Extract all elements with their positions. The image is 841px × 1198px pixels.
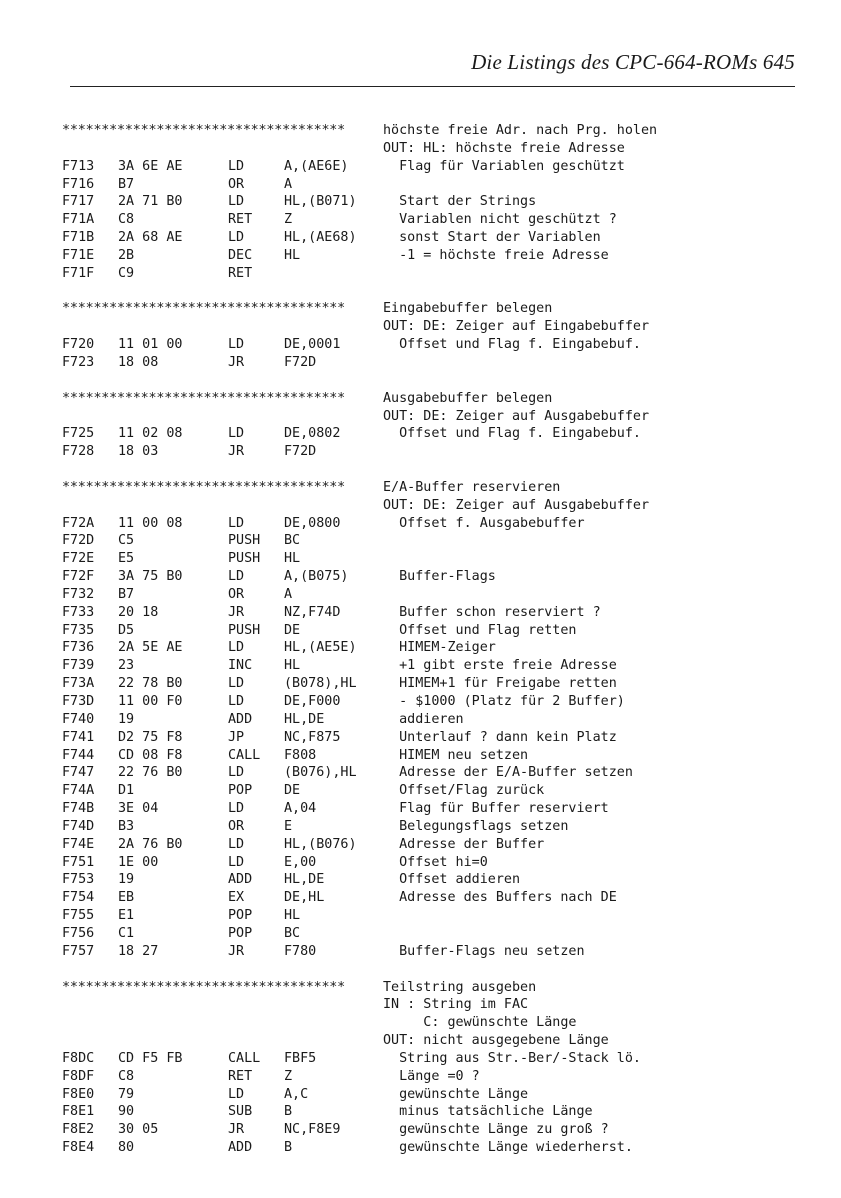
opcode-bytes: 3E 04 [118,801,159,817]
code-line [62,657,802,675]
code-line [62,550,802,568]
opcode-bytes: CD 08 F8 [118,747,183,763]
mnemonic: LD [228,836,245,852]
address: F732 [62,586,95,602]
comment: Offset f. Ausgabebuffer [383,515,585,531]
comment: Offset und Flag f. Eingabebuf. [383,337,641,353]
separator-stars: ************************************ [62,390,346,406]
opcode-bytes: 79 [118,1086,135,1102]
code-line [62,907,802,925]
comment: Offset/Flag zurück [383,783,545,799]
address: F736 [62,640,95,656]
opcode-bytes: 2A 5E AE [118,640,183,656]
opcode-bytes: EB [118,890,135,906]
mnemonic: LD [228,694,245,709]
separator-stars: ************************************ [62,979,346,995]
code-line [62,675,802,693]
code-line [62,425,802,443]
address: F71F [62,265,95,281]
listing-section [62,390,802,461]
operand: BC [284,533,301,549]
code-line [62,1068,802,1086]
mnemonic: LD [228,1086,245,1102]
mnemonic: RET [228,212,253,228]
blank-line [62,461,802,479]
code-line [62,336,802,354]
address: F713 [62,158,95,174]
operand: F780 [284,943,317,959]
operand: F72D [284,354,317,370]
operand: A,C [284,1086,309,1102]
opcode-bytes: C5 [118,533,135,549]
opcode-bytes: 11 01 00 [118,337,183,353]
address: F8E2 [62,1122,95,1138]
comment: Variablen nicht geschützt ? [383,212,617,228]
mnemonic: LD [228,640,245,656]
opcode-bytes: CD F5 FB [118,1050,183,1066]
opcode-bytes: 30 05 [118,1122,159,1138]
address: F8DF [62,1068,95,1084]
opcode-bytes: 2A 68 AE [118,230,183,246]
operand: Z [284,212,293,228]
comment: Länge =0 ? [383,1068,480,1084]
code-line [62,1121,802,1139]
blank-line [62,961,802,979]
comment: Flag für Variablen geschützt [383,158,625,174]
code-line [62,443,802,461]
comment: gewünschte Länge wiederherst. [383,1140,633,1156]
address: F8DC [62,1050,95,1066]
operand: HL,DE [284,711,325,727]
code-line [62,729,802,747]
blank-line [62,283,802,301]
section-note: OUT: HL: höchste freie Adresse [383,140,625,156]
code-line [62,622,802,640]
address: F74B [62,801,95,817]
mnemonic: OR [228,176,245,192]
address: F740 [62,711,95,727]
code-line [62,211,802,229]
mnemonic: POP [228,925,253,941]
address: F72E [62,551,95,567]
operand: HL [284,658,301,674]
mnemonic: JR [228,604,245,620]
section-title: höchste freie Adr. nach Prg. holen [383,123,658,138]
address: F72F [62,569,95,585]
opcode-bytes: 2A 76 B0 [118,836,183,852]
code-line [62,836,802,854]
mnemonic: LD [228,230,245,246]
operand: NZ,F74D [284,604,341,620]
code-line [62,800,802,818]
mnemonic: EX [228,890,245,906]
address: F753 [62,872,95,888]
mnemonic: PUSH [228,622,261,638]
code-line [62,158,802,176]
address: F751 [62,854,95,870]
comment: Offset hi=0 [383,854,488,870]
mnemonic: CALL [228,1050,261,1066]
address: F720 [62,337,95,353]
address: F8E0 [62,1086,95,1102]
address: F72A [62,515,95,531]
operand: HL,(B071) [284,194,357,210]
opcode-bytes: 2A 71 B0 [118,194,183,210]
section-note: OUT: DE: Zeiger auf Ausgabebuffer [383,497,650,513]
address: F74D [62,818,95,834]
mnemonic: JR [228,1122,245,1138]
code-line [62,515,802,533]
code-line [62,1050,802,1068]
mnemonic: LD [228,426,245,442]
code-line [62,925,802,943]
opcode-bytes: 18 03 [118,444,159,460]
comment: Offset addieren [383,872,521,888]
operand: BC [284,925,301,941]
assembly-listing [62,122,802,1157]
mnemonic: SUB [228,1104,253,1120]
section-heading-line [62,979,802,997]
mnemonic: CALL [228,747,261,763]
address: F723 [62,354,95,370]
address: F733 [62,604,95,620]
opcode-bytes: B7 [118,586,135,602]
section-note: IN : String im FAC [383,997,529,1013]
comment: String aus Str.-Ber/-Stack lö. [383,1050,641,1066]
code-line [62,943,802,961]
section-note: C: gewünschte Länge [383,1015,577,1031]
operand: DE [284,783,301,799]
comment: Buffer-Flags [383,569,496,585]
opcode-bytes: D5 [118,622,135,638]
address: F755 [62,908,95,924]
code-line [62,782,802,800]
blank-line [62,372,802,390]
operand: (B078),HL [284,676,357,692]
opcode-bytes: 3A 75 B0 [118,569,183,585]
operand: NC,F875 [284,729,341,745]
mnemonic: ADD [228,1140,253,1156]
comment: Offset und Flag retten [383,622,577,638]
operand: F72D [284,444,317,460]
comment: minus tatsächliche Länge [383,1104,593,1120]
mnemonic: ADD [228,711,253,727]
mnemonic: JR [228,444,245,460]
comment: Adresse des Buffers nach DE [383,890,617,906]
mnemonic: RET [228,1068,253,1084]
separator-stars: ************************************ [62,123,346,138]
mnemonic: LD [228,515,245,531]
address: F73A [62,676,95,692]
section-heading-line [62,300,802,318]
mnemonic: LD [228,569,245,585]
address: F728 [62,444,95,460]
opcode-bytes: 11 02 08 [118,426,183,442]
opcode-bytes: C9 [118,265,135,281]
comment: gewünschte Länge [383,1086,529,1102]
address: F71A [62,212,95,228]
code-line [62,229,802,247]
section-heading-line [62,122,802,140]
address: F8E4 [62,1140,95,1156]
mnemonic: ADD [228,872,253,888]
operand: B [284,1104,293,1120]
listing-section [62,979,802,1157]
mnemonic: LD [228,158,245,174]
mnemonic: LD [228,337,245,353]
mnemonic: DEC [228,247,253,263]
operand: HL,DE [284,872,325,888]
opcode-bytes: 18 08 [118,354,159,370]
address: F71E [62,247,95,263]
mnemonic: OR [228,586,245,602]
mnemonic: OR [228,818,245,834]
code-line [62,586,802,604]
opcode-bytes: 11 00 F0 [118,694,183,709]
code-line [62,1103,802,1121]
operand: DE,0001 [284,337,341,353]
comment: HIMEM+1 für Freigabe retten [383,676,617,692]
operand: DE,HL [284,890,325,906]
opcode-bytes: D2 75 F8 [118,729,183,745]
code-line [62,639,802,657]
opcode-bytes: C8 [118,212,135,228]
operand: (B076),HL [284,765,357,781]
opcode-bytes: E5 [118,551,135,567]
mnemonic: POP [228,908,253,924]
listing-section [62,479,802,961]
address: F725 [62,426,95,442]
mnemonic: INC [228,658,253,674]
code-line [62,568,802,586]
opcode-bytes: 20 18 [118,604,159,620]
mnemonic: LD [228,854,245,870]
opcode-bytes: 80 [118,1140,135,1156]
mnemonic: PUSH [228,551,261,567]
opcode-bytes: 90 [118,1104,135,1120]
operand: A,(B075) [284,569,349,585]
opcode-bytes: C8 [118,1068,135,1084]
code-line [62,1086,802,1104]
comment: -1 = höchste freie Adresse [383,247,609,263]
comment: +1 gibt erste freie Adresse [383,658,617,674]
code-line [62,747,802,765]
address: F754 [62,890,95,906]
operand: E,00 [284,854,317,870]
mnemonic: LD [228,765,245,781]
opcode-bytes: E1 [118,908,135,924]
operand: HL [284,551,301,567]
opcode-bytes: 1E 00 [118,854,159,870]
code-line [62,1139,802,1157]
section-title: Ausgabebuffer belegen [383,390,553,406]
mnemonic: JR [228,354,245,370]
address: F716 [62,176,95,192]
address: F74E [62,836,95,852]
opcode-bytes: 11 00 08 [118,515,183,531]
mnemonic: PUSH [228,533,261,549]
operand: HL,(B076) [284,836,357,852]
opcode-bytes: C1 [118,925,135,941]
address: F756 [62,925,95,941]
mnemonic: LD [228,676,245,692]
code-line [62,265,802,283]
listing-section [62,300,802,371]
opcode-bytes: 18 27 [118,943,159,959]
opcode-bytes: 22 76 B0 [118,765,183,781]
operand: E [284,818,293,834]
section-note-line [62,1032,802,1050]
opcode-bytes: 19 [118,711,135,727]
address: F8E1 [62,1104,95,1120]
opcode-bytes: 2B [118,247,135,263]
operand: A [284,176,293,192]
mnemonic: POP [228,783,253,799]
comment: Unterlauf ? dann kein Platz [383,729,617,745]
address: F735 [62,622,95,638]
code-line [62,764,802,782]
comment: Adresse der E/A-Buffer setzen [383,765,633,781]
section-note: OUT: DE: Zeiger auf Eingabebuffer [383,319,650,335]
operand: A,04 [284,801,317,817]
code-line [62,854,802,872]
operand: DE,0800 [284,515,341,531]
code-line [62,818,802,836]
mnemonic: LD [228,194,245,210]
comment: Belegungsflags setzen [383,818,569,834]
code-line [62,532,802,550]
comment: Adresse der Buffer [383,836,545,852]
comment: HIMEM neu setzen [383,747,529,763]
address: F71B [62,230,95,246]
section-note: OUT: DE: Zeiger auf Ausgabebuffer [383,408,650,424]
comment: HIMEM-Zeiger [383,640,496,656]
section-heading-line [62,479,802,497]
section-note-line [62,408,802,426]
mnemonic: JP [228,729,245,745]
comment: gewünschte Länge zu groß ? [383,1122,609,1138]
code-line [62,871,802,889]
page-title: Die Listings des CPC-664-ROMs 645 [471,50,795,74]
address: F741 [62,729,95,745]
operand: NC,F8E9 [284,1122,341,1138]
section-note-line [62,318,802,336]
operand: HL,(AE5E) [284,640,357,656]
address: F717 [62,194,95,210]
opcode-bytes: 23 [118,658,135,674]
opcode-bytes: 19 [118,872,135,888]
separator-stars: ************************************ [62,301,346,317]
operand: FBF5 [284,1050,317,1066]
code-line [62,193,802,211]
comment: - $1000 (Platz für 2 Buffer) [383,694,625,709]
comment: Start der Strings [383,194,537,210]
address: F74A [62,783,95,799]
opcode-bytes: D1 [118,783,135,799]
comment: Buffer-Flags neu setzen [383,943,585,959]
mnemonic: JR [228,943,245,959]
address: F747 [62,765,95,781]
code-line [62,604,802,622]
section-note-line [62,1014,802,1032]
section-heading-line [62,390,802,408]
address: F739 [62,658,95,674]
operand: F808 [284,747,317,763]
address: F72D [62,533,95,549]
separator-stars: ************************************ [62,479,346,495]
code-line [62,247,802,265]
operand: HL [284,908,301,924]
listing-section [62,122,802,283]
code-line [62,693,802,711]
operand: HL,(AE68) [284,230,357,246]
section-title: E/A-Buffer reservieren [383,479,561,495]
section-note: OUT: nicht ausgegebene Länge [383,1033,609,1049]
opcode-bytes: 3A 6E AE [118,158,183,174]
section-note-line [62,996,802,1014]
comment: addieren [383,711,464,727]
page-header [70,46,795,87]
section-title: Eingabebuffer belegen [383,301,553,317]
operand: A,(AE6E) [284,158,349,174]
operand: HL [284,247,301,263]
mnemonic: LD [228,801,245,817]
section-title: Teilstring ausgeben [383,979,537,995]
operand: A [284,586,293,602]
code-line [62,354,802,372]
operand: DE,F000 [284,694,341,709]
comment: Buffer schon reserviert ? [383,604,601,620]
opcode-bytes: B7 [118,176,135,192]
code-line [62,176,802,194]
operand: DE [284,622,301,638]
operand: B [284,1140,293,1156]
address: F73D [62,694,95,709]
comment: sonst Start der Variablen [383,230,601,246]
address: F757 [62,943,95,959]
opcode-bytes: B3 [118,818,135,834]
operand: DE,0802 [284,426,341,442]
operand: Z [284,1068,293,1084]
section-note-line [62,497,802,515]
code-line [62,889,802,907]
mnemonic: RET [228,265,253,281]
opcode-bytes: 22 78 B0 [118,676,183,692]
code-line [62,711,802,729]
comment: Flag für Buffer reserviert [383,801,609,817]
section-note-line [62,140,802,158]
address: F744 [62,747,95,763]
comment: Offset und Flag f. Eingabebuf. [383,426,641,442]
